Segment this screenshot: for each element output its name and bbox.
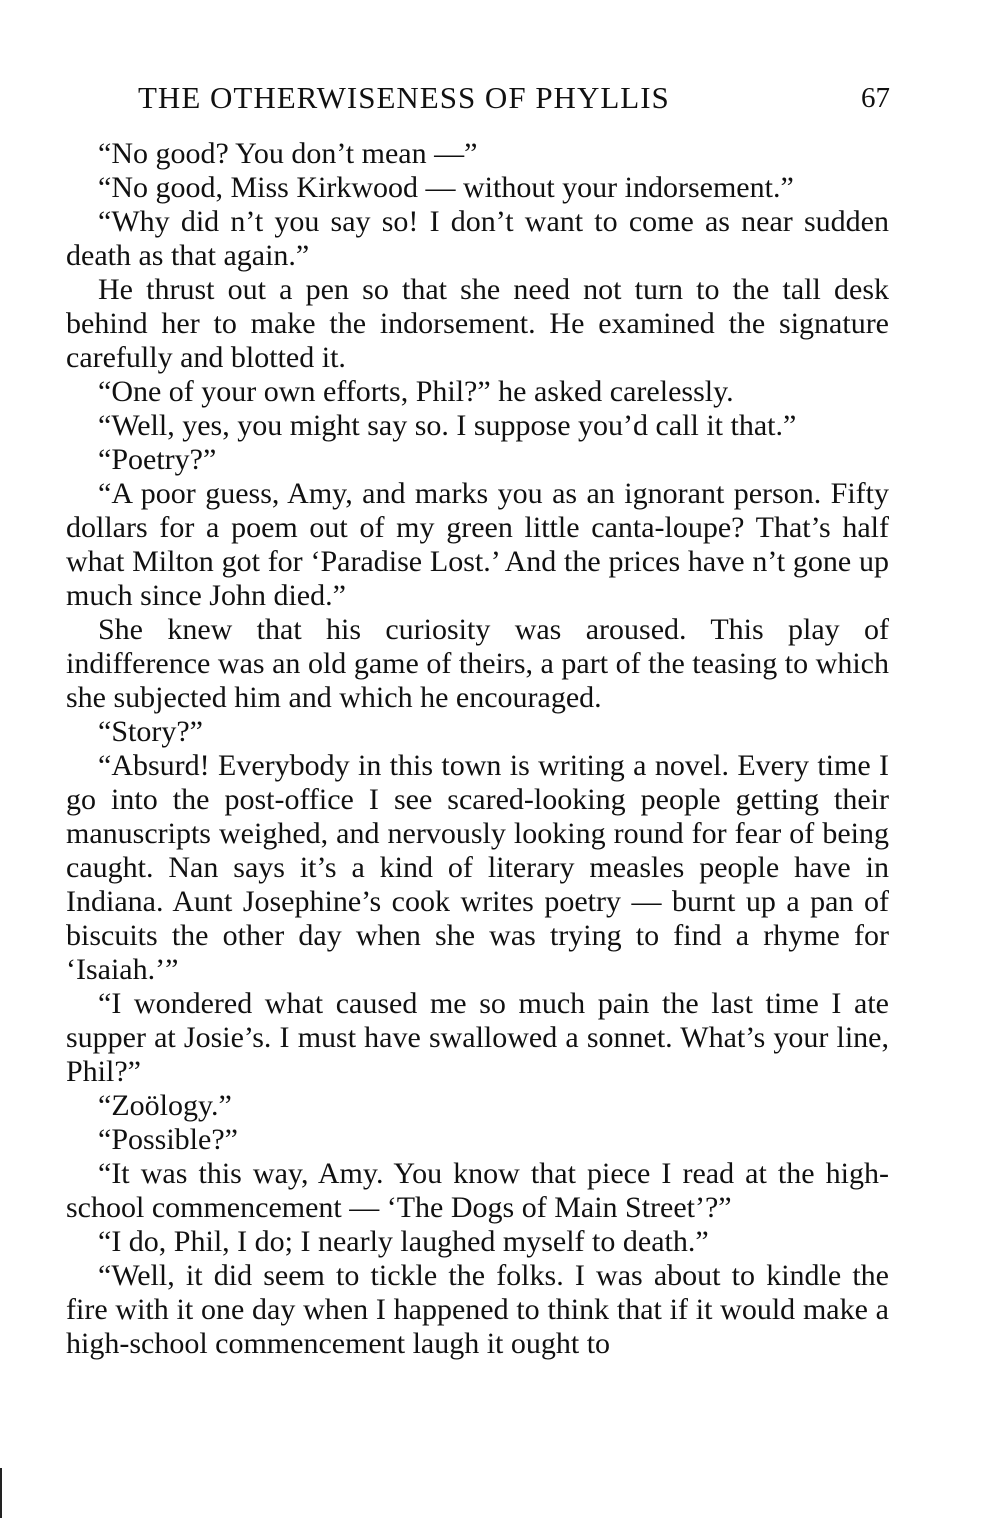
paragraph: “No good, Miss Kirkwood — without your indorsement.” <box>98 171 794 204</box>
paragraph: “Poetry?” <box>98 443 217 476</box>
paragraph: “One of your own efforts, Phil?” he asked carelessly. <box>98 375 734 408</box>
running-head <box>138 80 890 120</box>
paragraph: He thrust out a pen so that she need not turn to the tall desk behind her to make the indorsement. He examined the signature carefully and blotted it. <box>66 273 889 374</box>
paragraph: She knew that his curiosity was aroused. This play of indifference was an old game of theirs, a part of the teasing to which she subjected him and which he encouraged. <box>66 613 889 714</box>
paragraph: “I do, Phil, I do; I nearly laughed myself to death.” <box>98 1225 709 1258</box>
page-number: 67 <box>861 82 890 114</box>
paragraph: “Story?” <box>98 715 203 748</box>
paragraph: “Absurd! Everybody in this town is writing a novel. Every time I go into the post-office I see scared-looking people getting their manuscripts weighed, and nervously looking round for fear of being caught. Nan says it’s a kind of literary measles people have in Indiana. Aunt Josephine’s cook writes poetry — burnt up a pan of biscuits the other day when she was trying to find a rhyme for ‘Isaiah.’” <box>66 749 889 986</box>
paragraph: “No good? You don’t mean —” <box>98 137 478 170</box>
paragraph: “A poor guess, Amy, and marks you as an ignorant person. Fifty dollars for a poem out of my green little canta-loupe? That’s half what Milton got for ‘Paradise Lost.’ And the prices have n’t gone up much since John died.” <box>66 477 889 612</box>
paragraph: “I wondered what caused me so much pain the last time I ate supper at Josie’s. I must have swallowed a sonnet. What’s your line, Phil?” <box>66 987 889 1088</box>
paragraph: “Why did n’t you say so! I don’t want to come as near sudden death as that again.” <box>66 205 889 272</box>
paragraph: “Well, yes, you might say so. I suppose you’d call it that.” <box>98 409 797 442</box>
running-title: THE OTHERWISENESS OF PHYLLIS <box>138 80 670 115</box>
paragraph: “Well, it did seem to tickle the folks. I was about to kindle the fire with it one day when I happened to think that if it would make a high-school commencement laugh it ought to <box>66 1259 889 1360</box>
paragraph: “Possible?” <box>98 1123 238 1156</box>
scan-edge-line <box>0 1468 2 1518</box>
paragraph: “It was this way, Amy. You know that piece I read at the high-school commencement — ‘The Dogs of Main Street’?” <box>66 1157 889 1224</box>
body-text <box>66 137 889 1361</box>
paragraph: “Zoölogy.” <box>98 1089 232 1122</box>
